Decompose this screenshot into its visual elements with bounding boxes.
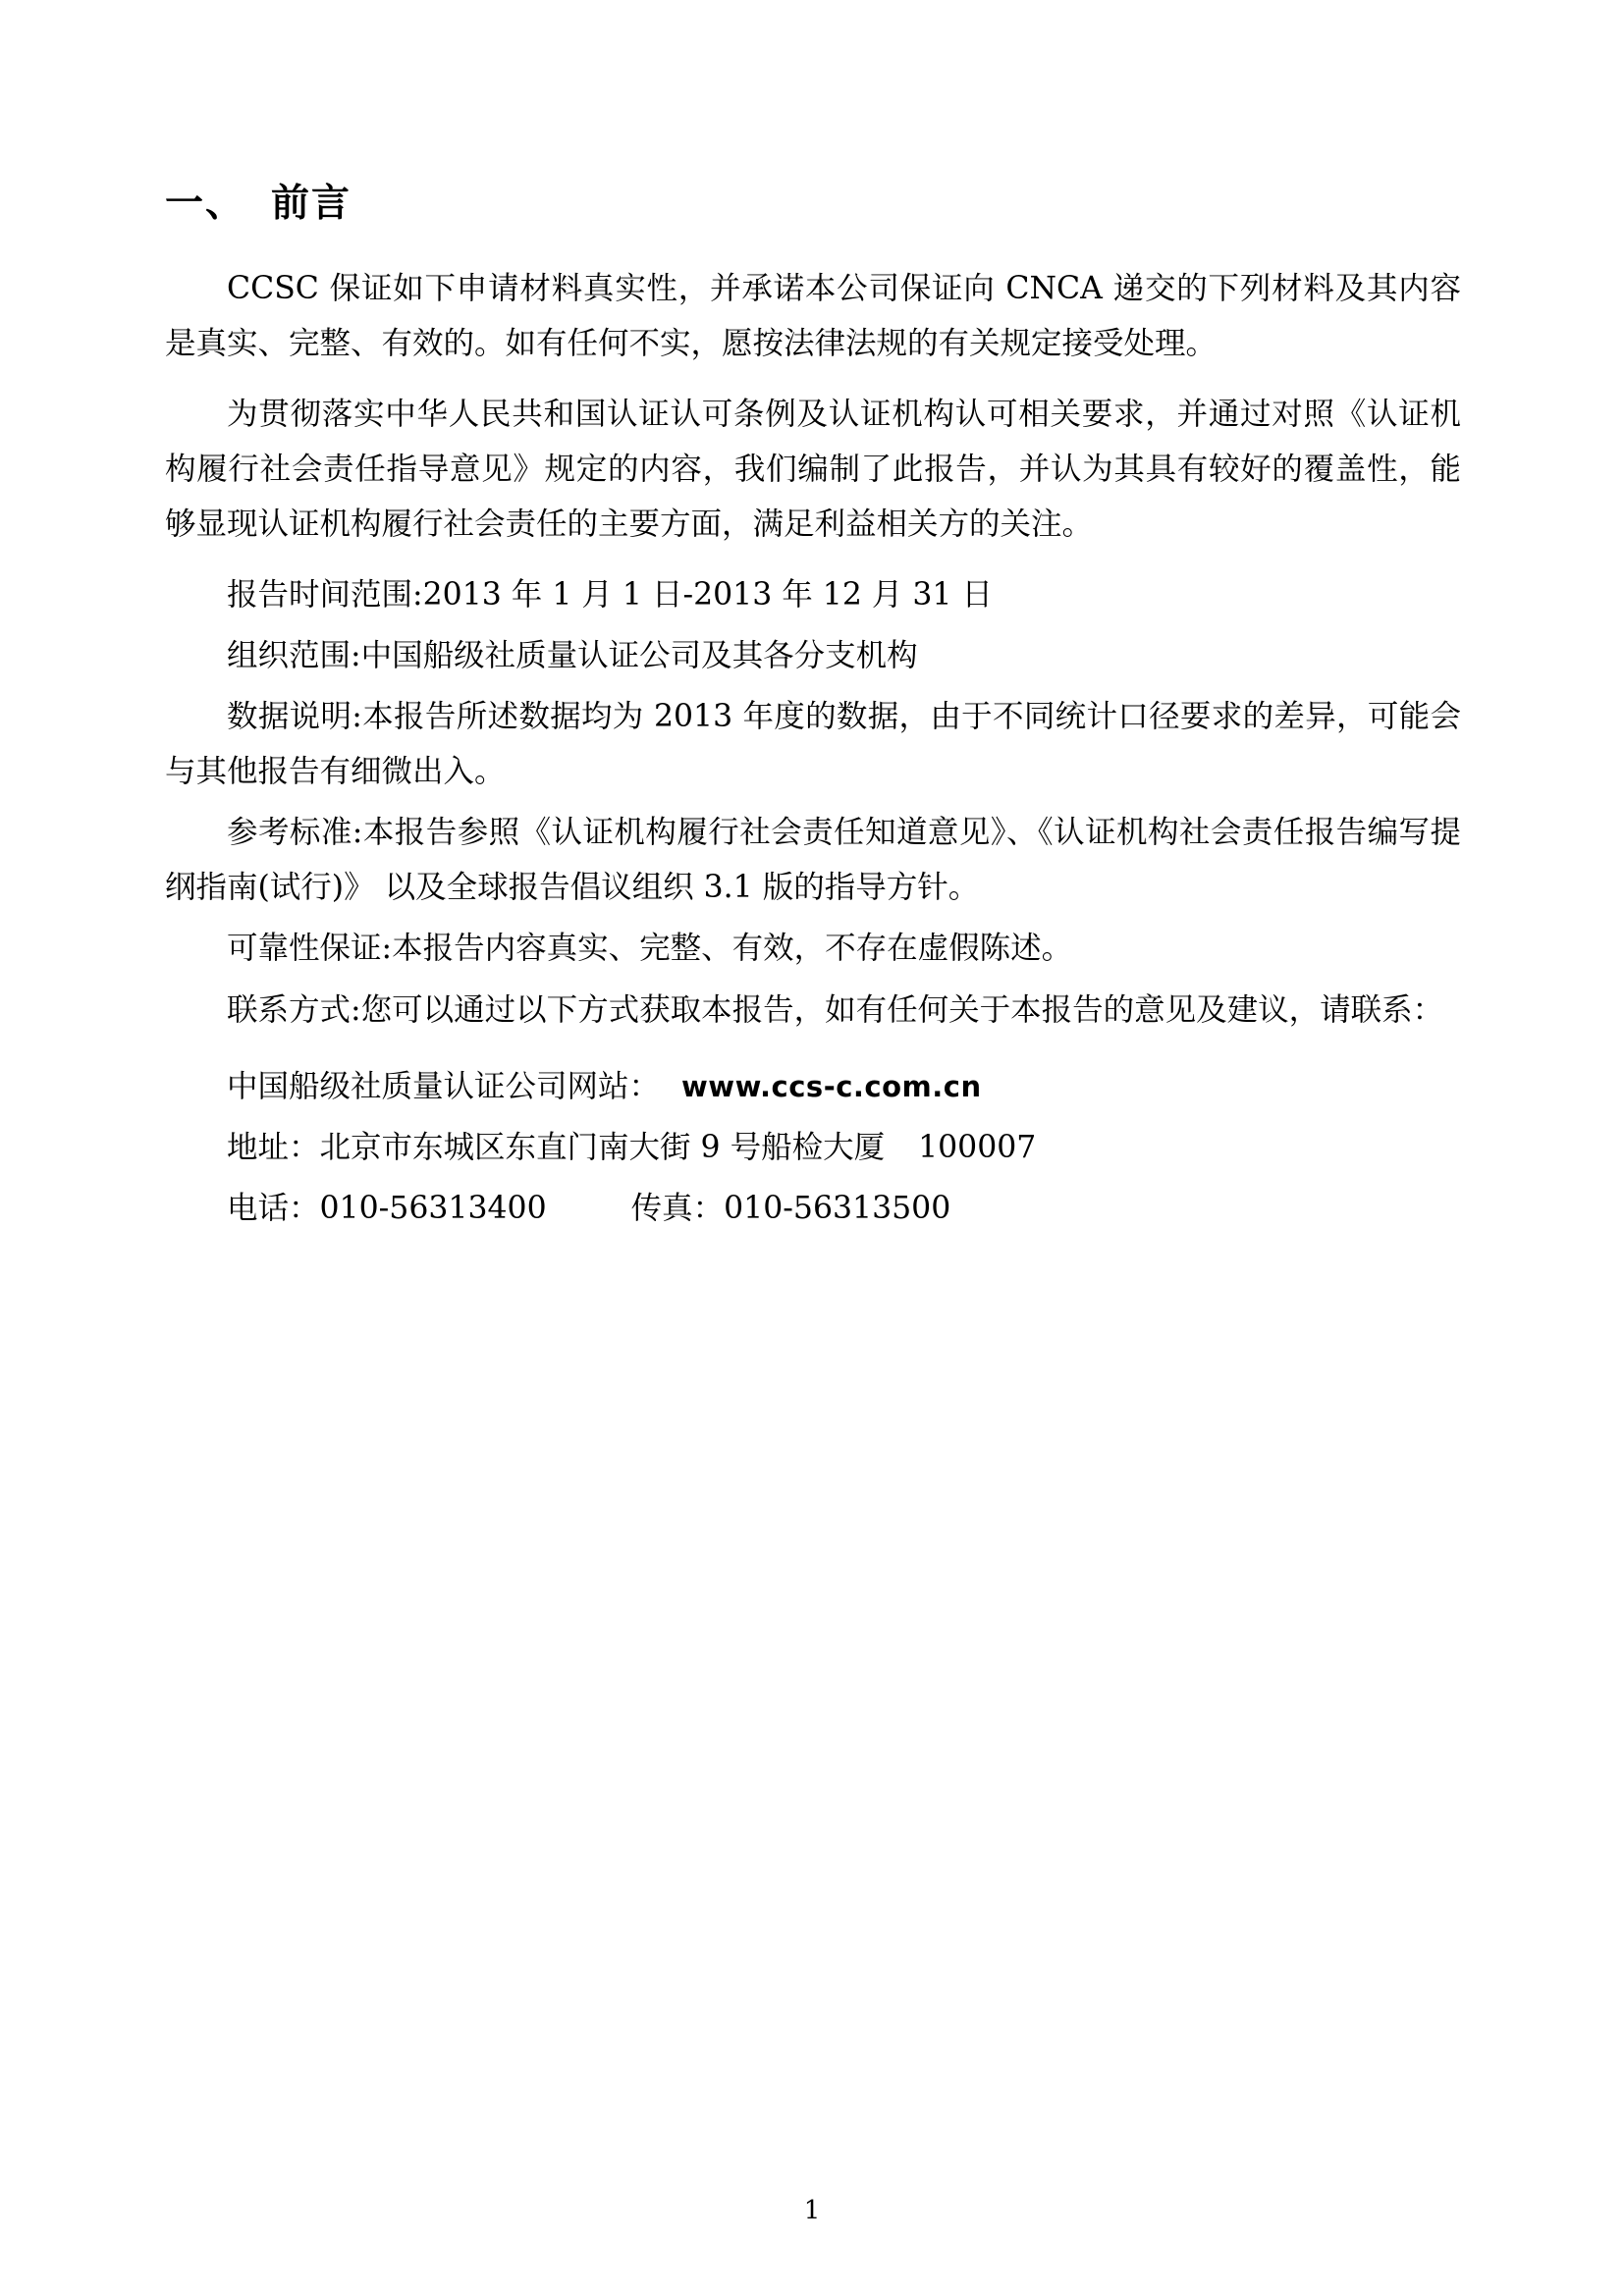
contact-phone-fax — [165, 1181, 1461, 1236]
field-label: 数据说明: — [227, 699, 362, 735]
field-label: 报告时间范围: — [227, 577, 423, 614]
section-number: 一、 — [165, 182, 246, 226]
contact-gap — [165, 1043, 1461, 1059]
field-label: 可靠性保证: — [227, 931, 393, 967]
field-value: 本报告所述数据均为 2013 年度的数据，由于不同统计口径要求的差异，可能会与其他报告有细微出入。 — [165, 699, 1461, 790]
fax-label: 传真： — [630, 1190, 725, 1226]
paragraph-2: 为贯彻落实中华人民共和国认证认可条例及认证机构认可相关要求，并通过对照《认证机构履行社会责任指导意见》规定的内容，我们编制了此报告，并认为其具有较好的覆盖性，能够显现认证机构履行社会责任的主要方面，满足利益相关方的关注。 — [165, 396, 1461, 543]
field-value: 中国船级社质量认证公司及其各分支机构 — [360, 638, 918, 674]
paragraph-gap — [165, 377, 1461, 387]
field-label: 联系方式: — [227, 991, 361, 1028]
contact-address — [165, 1120, 1461, 1175]
postcode-value: 100007 — [918, 1129, 1037, 1165]
field-value: 本报告参照《认证机构履行社会责任知道意见》、《认证机构社会责任报告编写提纲指南(试行)》 以及全球报告倡议组织 3.1 版的指导方针。 — [165, 815, 1461, 906]
field-value: 您可以通过以下方式获取本报告，如有任何关于本报告的意见及建议，请联系： — [360, 991, 1444, 1028]
document-body — [165, 182, 1461, 1236]
address-value: 北京市东城区东直门南大街 9 号船检大厦 — [319, 1129, 886, 1165]
section-title-text: 前言 — [271, 182, 352, 226]
field-contact-intro — [165, 983, 1461, 1038]
page-number: 1 — [803, 2196, 821, 2225]
fax-value: 010-56313500 — [724, 1190, 951, 1226]
field-org-scope — [165, 628, 1461, 683]
field-label: 参考标准: — [227, 815, 363, 851]
website-label: 中国船级社质量认证公司网站： — [227, 1068, 661, 1104]
address-label: 地址： — [227, 1129, 320, 1165]
website-url[interactable]: www.ccs-c.com.cn — [681, 1069, 982, 1103]
field-value: 2013 年 1 月 1 日-2013 年 12 月 31 日 — [422, 577, 993, 614]
paragraph-1: CCSC 保证如下申请材料真实性，并承诺本公司保证向 CNCA 递交的下列材料及其内容是真实、完整、有效的。如有任何不实，愿按法律法规的有关规定接受处理。 — [165, 270, 1461, 361]
field-value: 本报告内容真实、完整、有效，不存在虚假陈述。 — [392, 931, 1073, 967]
phone-label: 电话： — [227, 1190, 320, 1226]
field-label: 组织范围: — [227, 638, 361, 674]
field-reliability — [165, 921, 1461, 976]
field-report-period — [165, 567, 1461, 622]
phone-value: 010-56313400 — [319, 1190, 547, 1226]
field-data-note — [165, 689, 1461, 799]
contact-website — [165, 1059, 1461, 1114]
page-title — [165, 182, 1461, 228]
paragraph-gap — [165, 558, 1461, 567]
field-reference-standard — [165, 805, 1461, 915]
